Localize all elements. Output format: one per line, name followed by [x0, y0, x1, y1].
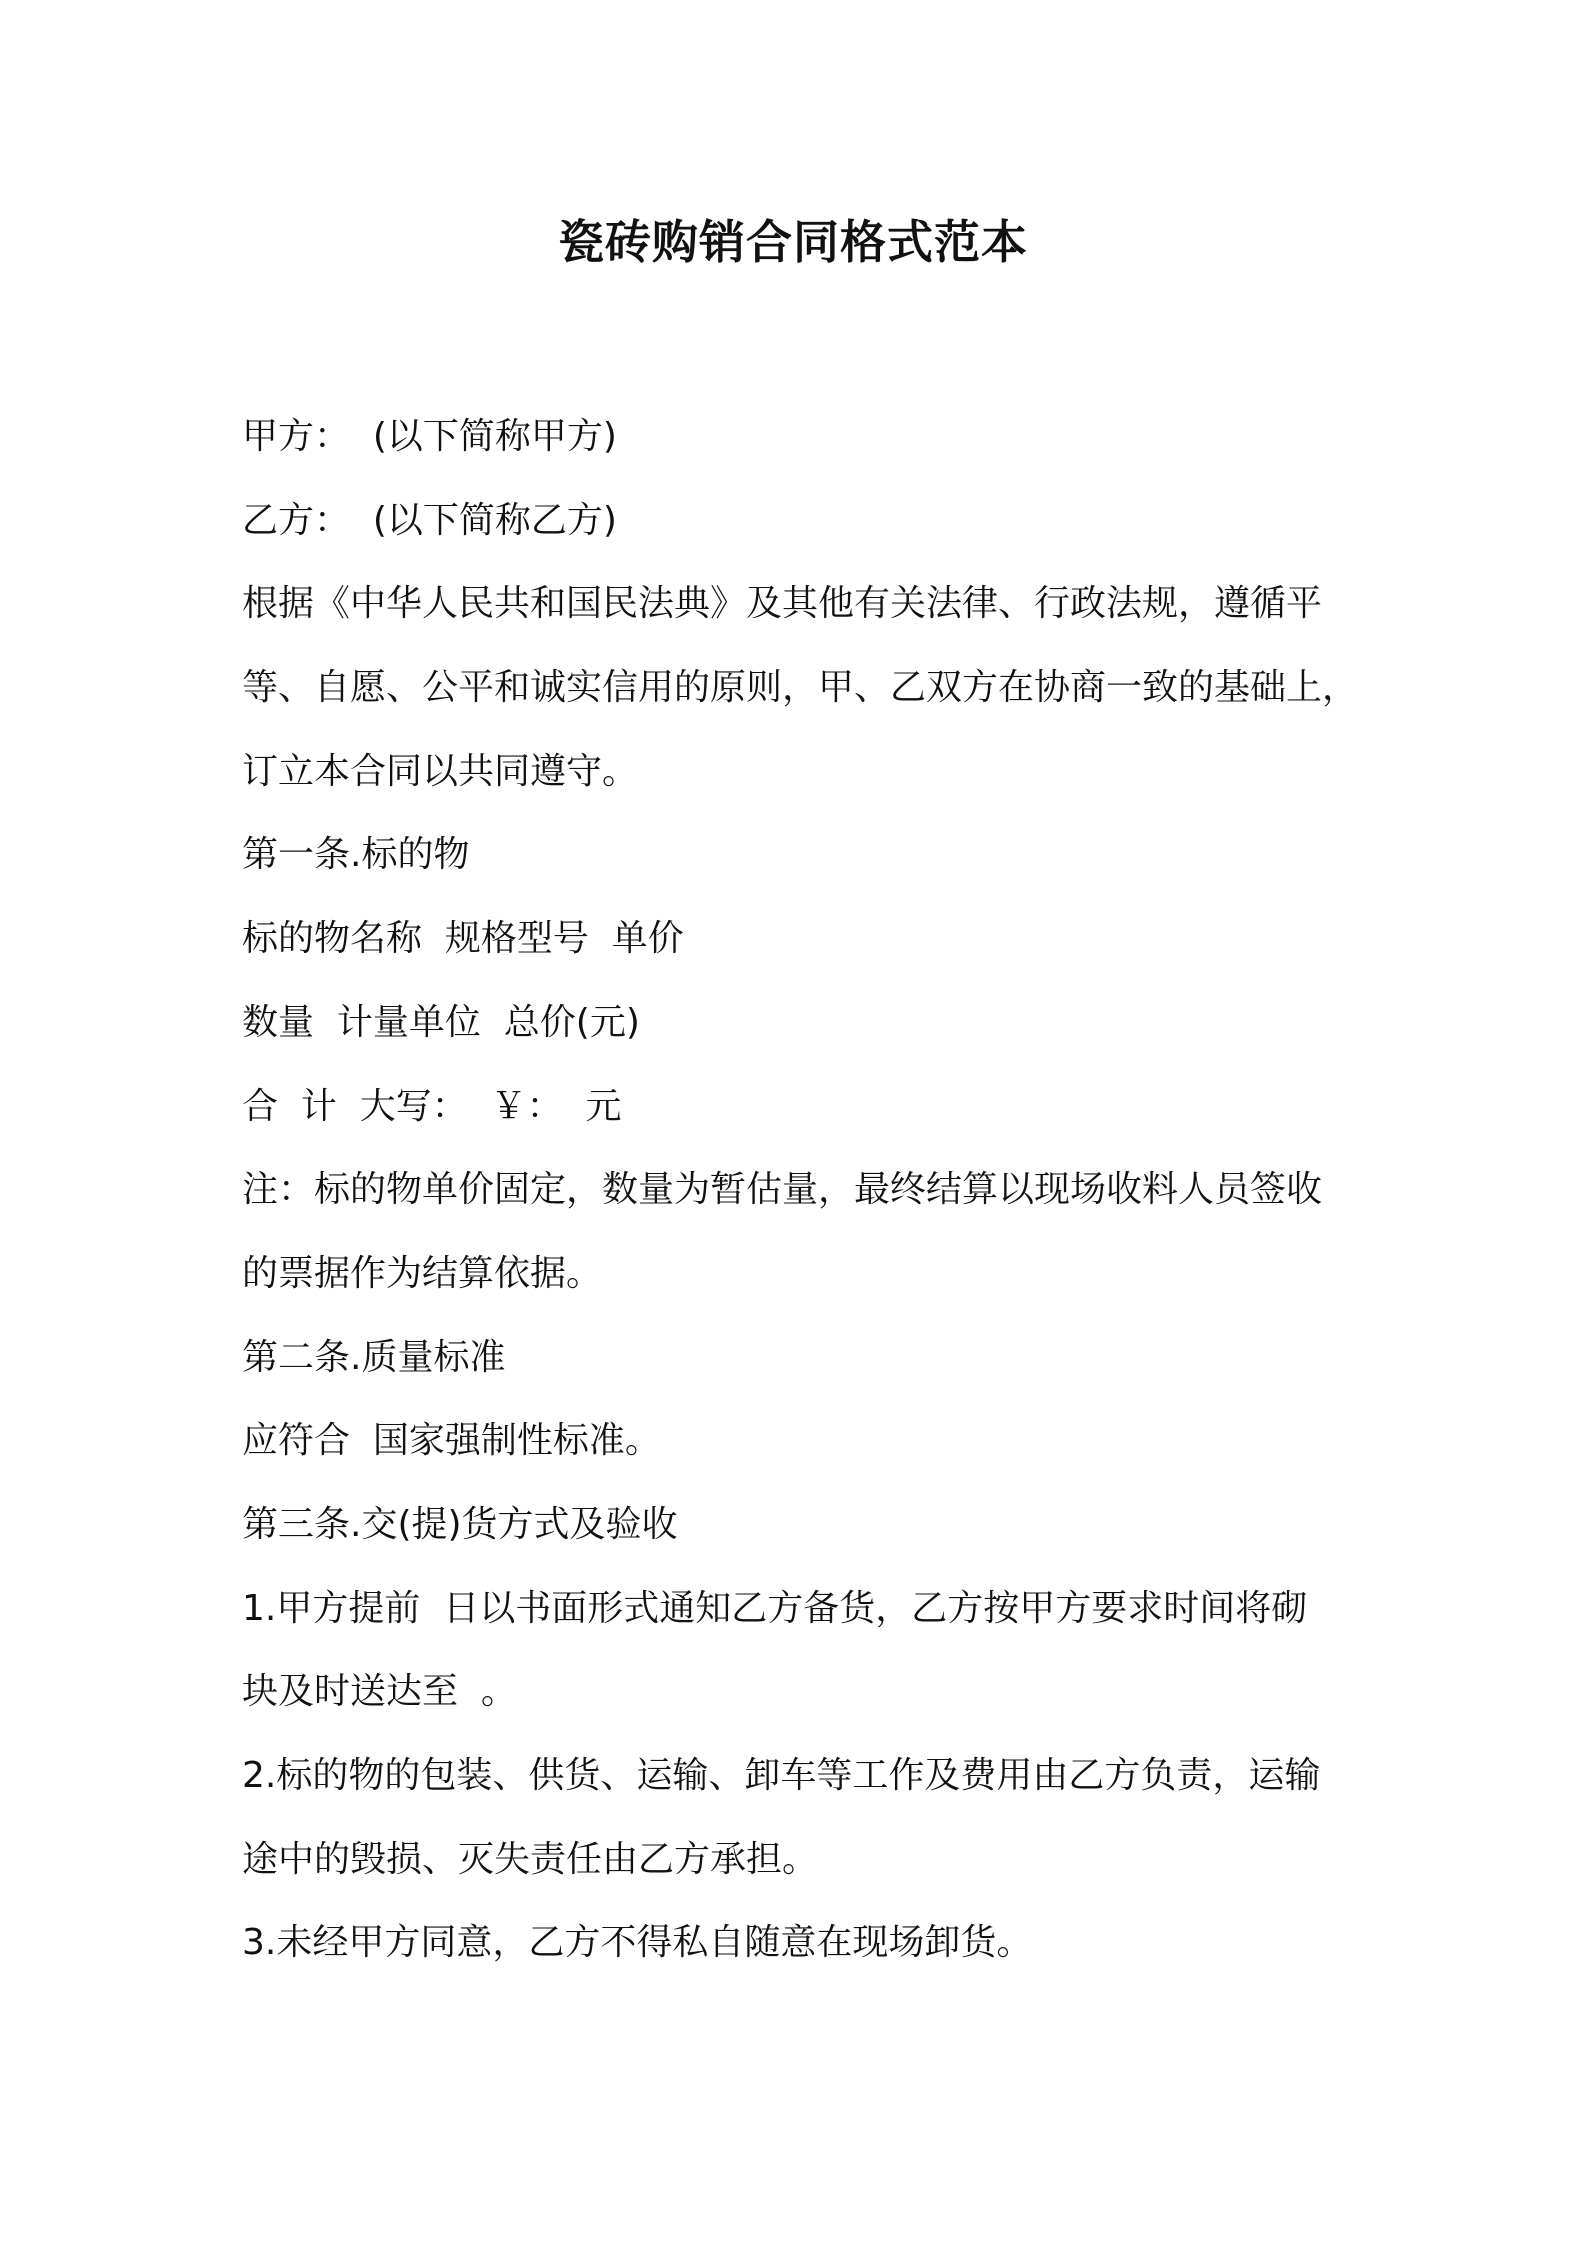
document-body [242, 407, 1362, 1997]
article-2-heading: 第二条.质量标准 [242, 1336, 506, 1378]
article-1-heading: 第一条.标的物 [242, 834, 470, 876]
party-a-line: 甲方： (以下简称甲方) [242, 416, 617, 457]
clause-3-line: 3.未经甲方同意，乙方不得私自随意在现场卸货。 [242, 1922, 1033, 1964]
clause-2-line-2: 途中的毁损、灭失责任由乙方承担。 [242, 1838, 819, 1880]
article-3-heading: 第三条.交(提)货方式及验收 [242, 1503, 678, 1545]
party-b-line: 乙方： (以下简称乙方) [242, 499, 617, 541]
note-line-1: 注：标的物单价固定，数量为暂估量，最终结算以现场收料人员签收 [242, 1169, 1323, 1211]
item-fields-line-2: 数量 计量单位 总价(元) [242, 1001, 640, 1043]
preamble-line-3: 订立本合同以共同遵守。 [242, 750, 639, 792]
document-title: 瓷砖购销合同格式范本 [558, 215, 1028, 269]
note-line-2: 的票据作为结算依据。 [242, 1252, 603, 1294]
clause-1-line-1: 1.甲方提前 日以书面形式通知乙方备货，乙方按甲方要求时间将砌 [242, 1587, 1308, 1629]
preamble-line-2: 等、自愿、公平和诚实信用的原则，甲、乙双方在协商一致的基础上， [242, 667, 1359, 709]
item-fields-line-1: 标的物名称 规格型号 单价 [242, 918, 684, 960]
total-line: 合 计 大写： ￥： 元 [242, 1085, 622, 1127]
preamble-line-1: 根据《中华人民共和国民法典》及其他有关法律、行政法规，遵循平 [242, 583, 1323, 625]
clause-1-line-2: 块及时送达至 。 [242, 1671, 517, 1713]
clause-2-line-1: 2.标的物的包装、供货、运输、卸车等工作及费用由乙方负责，运输 [242, 1755, 1321, 1796]
quality-standard-line: 应符合 国家强制性标准。 [242, 1420, 661, 1462]
